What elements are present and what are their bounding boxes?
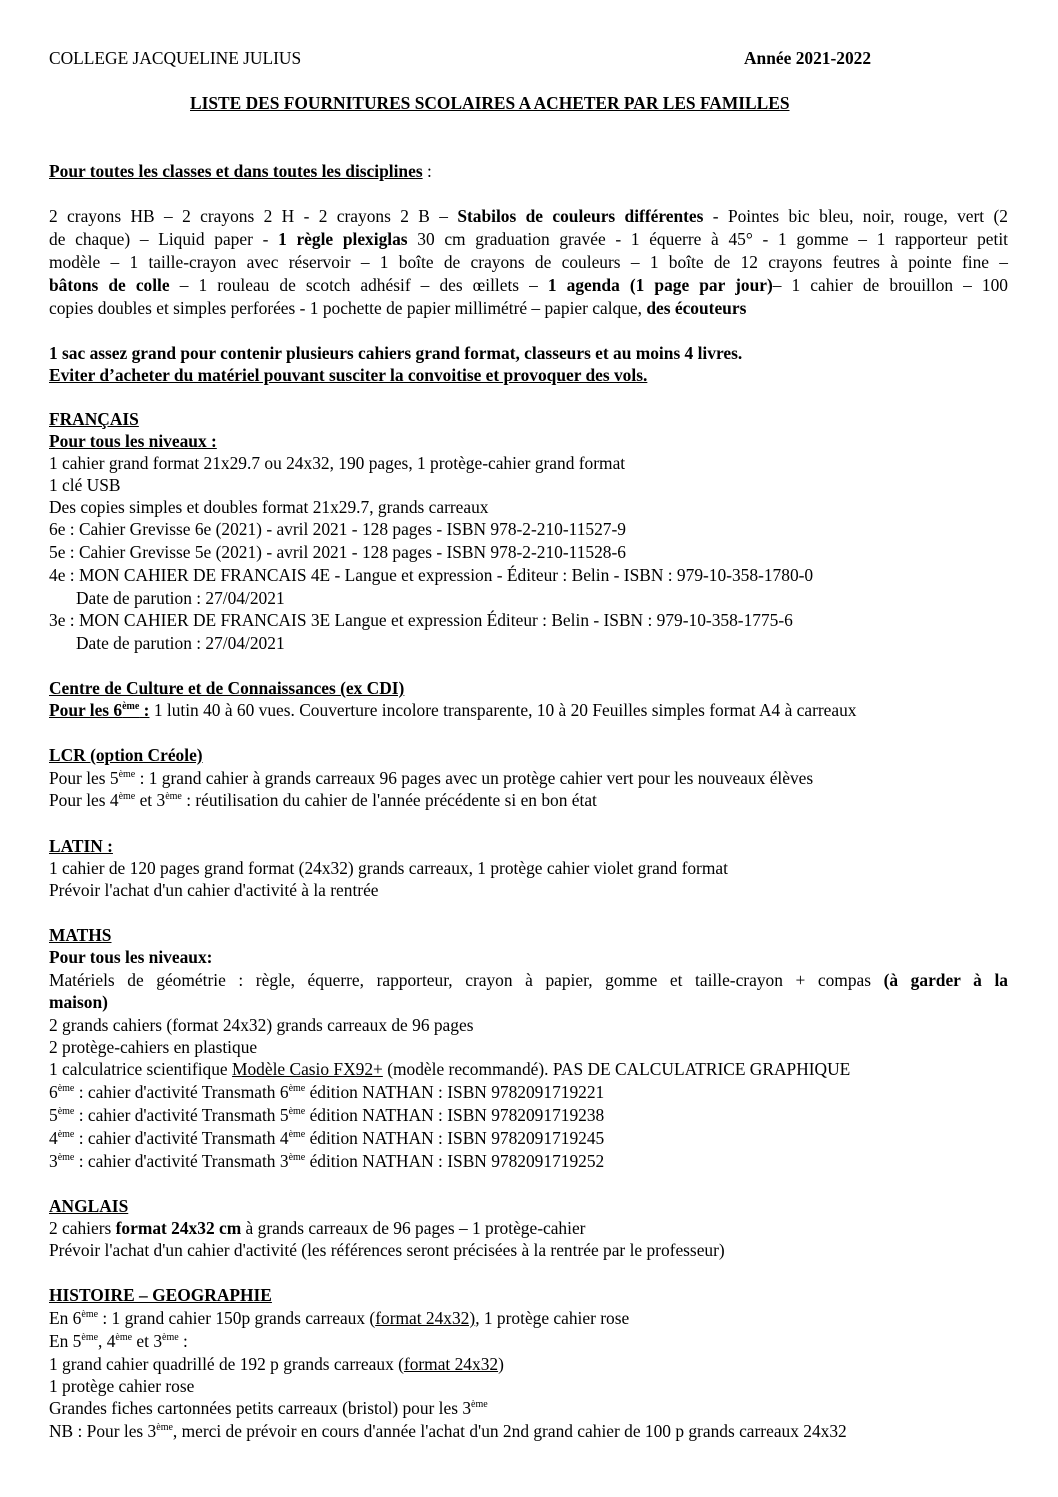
maths-text: : cahier d'activité Transmath 4 (74, 1128, 289, 1148)
histoire-text: En 6 (49, 1308, 82, 1328)
histoire-text: ) (498, 1354, 504, 1374)
anglais-bold: format 24x32 cm (115, 1218, 242, 1238)
general-line-1 (49, 205, 1008, 227)
lcr-sup: ème (165, 791, 182, 802)
histoire-line-1 (49, 1307, 629, 1329)
histoire-line-6 (49, 1420, 847, 1442)
general-text: 2 crayons HB – 2 crayons 2 H - 2 crayons 2 B – (49, 206, 458, 226)
maths-sup: ème (57, 1152, 75, 1163)
francais-subheading: Pour tous les niveaux : (49, 431, 217, 451)
lcr-text: : 1 grand cahier à grands carreaux 96 pages avec un protège cahier vert pour les nouveaux élèves (135, 768, 814, 788)
general-text: – 1 cahier de brouillon – 100 (772, 275, 1008, 295)
anglais-text: à grands carreaux de 96 pages – 1 protège-cahier (241, 1218, 586, 1238)
anglais-heading: ANGLAIS (49, 1196, 129, 1216)
lcr-line-2 (49, 789, 597, 811)
document-title: LISTE DES FOURNITURES SCOLAIRES A ACHETER PAR LES FAMILLES (190, 93, 790, 113)
maths-sup: ème (288, 1083, 306, 1094)
maths-calculator (49, 1058, 850, 1080)
maths-text: édition NATHAN : ISBN 9782091719221 (305, 1082, 605, 1102)
lcr-line-1 (49, 767, 813, 789)
maths-text: : cahier d'activité Transmath 5 (74, 1105, 289, 1125)
general-bold: 1 agenda (1 page par jour) (547, 275, 773, 295)
maths-geometry (49, 969, 1008, 991)
ccc-line (49, 699, 857, 721)
histoire-text: : 1 grand cahier 150p grands carreaux ( (98, 1308, 376, 1328)
anglais-line-1 (49, 1217, 585, 1239)
general-line-4 (49, 274, 1008, 296)
general-text: de chaque) – Liquid paper - (49, 229, 279, 249)
histoire-text: En 5 (49, 1331, 82, 1351)
lcr-text: et 3 (135, 790, 166, 810)
histoire-text: 1 grand cahier quadrillé de 192 p grands carreaux ( (49, 1354, 404, 1374)
ccc-label-text: Pour les 6 (49, 700, 123, 720)
histoire-sup: ème (115, 1332, 133, 1343)
maths-text: : cahier d'activité Transmath 3 (74, 1151, 289, 1171)
ccc-text: 1 lutin 40 à 60 vues. Couverture incolore transparente, 10 à 20 Feuilles simples format A4 à carreaux (149, 700, 857, 720)
histoire-text: et 3 (132, 1331, 163, 1351)
histoire-text: NB : Pour les 3 (49, 1421, 157, 1441)
maths-text: 6 (49, 1082, 58, 1102)
francais-item: 1 cahier grand format 21x29.7 ou 24x32, 190 pages, 1 protège-cahier grand format (49, 453, 626, 473)
maths-text: 3 (49, 1151, 58, 1171)
maths-sup: ème (288, 1106, 306, 1117)
general-bold: des écouteurs (646, 298, 747, 318)
maths-item: 2 protège-cahiers en plastique (49, 1037, 258, 1057)
maths-text: 1 calculatrice scientifique (49, 1059, 232, 1079)
maths-sup: ème (288, 1129, 306, 1140)
histoire-text: , merci de prévoir en cours d'année l'achat d'un 2nd grand cahier de 100 p grands carreaux 24x32 (172, 1421, 847, 1441)
maths-text: édition NATHAN : ISBN 9782091719252 (305, 1151, 605, 1171)
maths-geometry-bold-2: maison) (49, 992, 108, 1012)
maths-sup: ème (57, 1083, 75, 1094)
ccc-label-end: : (139, 700, 150, 720)
lcr-text: : réutilisation du cahier de l'année précédente si en bon état (181, 790, 597, 810)
histoire-sup: ème (156, 1422, 173, 1433)
maths-geometry-bold: (à garder à la (883, 970, 1008, 990)
francais-item: 5e : Cahier Grevisse 5e (2021) - avril 2021 - 128 pages - ISBN 978-2-210-11528-6 (49, 542, 626, 562)
maths-transmath-4 (49, 1127, 604, 1149)
general-bold: bâtons de colle (49, 275, 170, 295)
histoire-text: : (178, 1331, 188, 1351)
histoire-sup: ème (81, 1309, 99, 1320)
maths-text: : cahier d'activité Transmath 6 (74, 1082, 289, 1102)
general-text: copies doubles et simples perforées - 1 pochette de papier millimétré – papier calque, (49, 298, 647, 318)
ccc-label-sup: ème (122, 701, 140, 712)
general-heading-line (49, 160, 432, 182)
francais-item: 6e : Cahier Grevisse 6e (2021) - avril 2021 - 128 pages - ISBN 978-2-210-11527-9 (49, 519, 626, 539)
maths-sup: ème (57, 1106, 75, 1117)
general-text: - Pointes bic bleu, noir, rouge, vert (2 (703, 206, 1008, 226)
histoire-text: , 1 protège cahier rose (475, 1308, 630, 1328)
general-text: – 1 rouleau de scotch adhésif – des œillets – (169, 275, 548, 295)
general-line-3: modèle – 1 taille-crayon avec réservoir – 1 boîte de crayons de couleurs – 1 boîte de 12 crayons feutres à pointe fine – (49, 252, 1008, 272)
general-heading: Pour toutes les classes et dans toutes les disciplines (49, 161, 423, 181)
francais-heading: FRANÇAIS (49, 409, 139, 429)
maths-item: 2 grands cahiers (format 24x32) grands carreaux de 96 pages (49, 1015, 474, 1035)
histoire-underline: format 24x32) (375, 1308, 476, 1328)
anglais-line-2: Prévoir l'achat d'un cahier d'activité (les références seront précisées à la rentrée par le professeur) (49, 1240, 725, 1260)
ccc-label (49, 700, 149, 720)
lcr-sup: ème (118, 769, 136, 780)
histoire-heading: HISTOIRE – GEOGRAPHIE (49, 1285, 272, 1305)
histoire-underline: format 24x32 (403, 1354, 499, 1374)
maths-text: 4 (49, 1128, 58, 1148)
histoire-sup: ème (81, 1332, 99, 1343)
anglais-text: 2 cahiers (49, 1218, 116, 1238)
francais-item: Des copies simples et doubles format 21x29.7, grands carreaux (49, 497, 489, 517)
histoire-text: Grandes fiches cartonnées petits carreaux (bristol) pour les 3 (49, 1398, 472, 1418)
ccc-heading: Centre de Culture et de Connaissances (ex CDI) (49, 678, 405, 698)
maths-text: édition NATHAN : ISBN 9782091719245 (305, 1128, 605, 1148)
histoire-line-4: 1 protège cahier rose (49, 1376, 195, 1396)
maths-text: (modèle recommandé). PAS DE CALCULATRICE GRAPHIQUE (382, 1059, 851, 1079)
histoire-line-5 (49, 1397, 488, 1419)
maths-text: 5 (49, 1105, 58, 1125)
general-heading-suffix: : (422, 161, 432, 181)
bag-note: 1 sac assez grand pour contenir plusieurs cahiers grand format, classeurs et au moins 4 livres. (49, 343, 743, 363)
school-year: Année 2021-2022 (744, 48, 872, 68)
latin-heading: LATIN : (49, 836, 113, 856)
maths-subheading: Pour tous les niveaux: (49, 947, 213, 967)
histoire-text: , 4 (98, 1331, 116, 1351)
school-name: COLLEGE JACQUELINE JULIUS (49, 48, 302, 68)
lcr-text: Pour les 4 (49, 790, 119, 810)
general-bold: 1 règle plexiglas (278, 229, 408, 249)
maths-sup: ème (57, 1129, 75, 1140)
latin-item: 1 cahier de 120 pages grand format (24x32) grands carreaux, 1 protège cahier violet grand format (49, 858, 728, 878)
histoire-sup: ème (162, 1332, 179, 1343)
general-line-5 (49, 297, 746, 319)
francais-date: Date de parution : 27/04/2021 (76, 633, 285, 653)
maths-heading: MATHS (49, 925, 112, 945)
maths-transmath-6 (49, 1081, 604, 1103)
maths-calculator-model: Modèle Casio FX92+ (232, 1059, 383, 1079)
francais-item: 4e : MON CAHIER DE FRANCAIS 4E - Langue et expression - Éditeur : Belin - ISBN : 979-10-358-1780-0 (49, 565, 814, 585)
histoire-line-2 (49, 1330, 188, 1352)
histoire-line-3 (49, 1353, 504, 1375)
lcr-sup: ème (118, 791, 136, 802)
latin-item: Prévoir l'achat d'un cahier d'activité à la rentrée (49, 880, 379, 900)
francais-item: 1 clé USB (49, 475, 121, 495)
general-line-2 (49, 228, 1008, 250)
francais-date: Date de parution : 27/04/2021 (76, 588, 285, 608)
maths-transmath-3 (49, 1150, 604, 1172)
francais-item: 3e : MON CAHIER DE FRANCAIS 3E Langue et expression Éditeur : Belin - ISBN : 979-10-358-1775-6 (49, 610, 793, 630)
general-text: 30 cm graduation gravée - 1 équerre à 45° - 1 gomme – 1 rapporteur petit (407, 229, 1008, 249)
theft-warning: Eviter d’acheter du matériel pouvant susciter la convoitise et provoquer des vols. (49, 365, 648, 385)
lcr-text: Pour les 5 (49, 768, 119, 788)
maths-text: édition NATHAN : ISBN 9782091719238 (305, 1105, 605, 1125)
maths-transmath-5 (49, 1104, 604, 1126)
maths-sup: ème (288, 1152, 306, 1163)
general-bold: Stabilos de couleurs différentes (457, 206, 704, 226)
lcr-heading: LCR (option Créole) (49, 745, 203, 765)
maths-geometry-text: Matériels de géométrie : règle, équerre, rapporteur, crayon à papier, gomme et taille-crayon + compas (49, 970, 884, 990)
histoire-sup: ème (471, 1399, 488, 1410)
